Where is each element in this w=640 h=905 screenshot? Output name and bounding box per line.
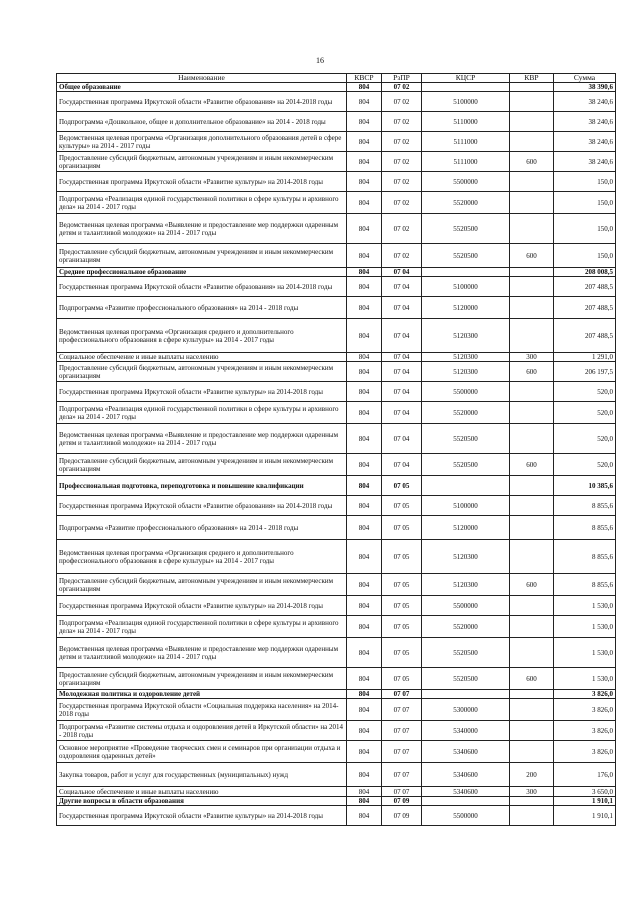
header-name: Наименование — [57, 74, 347, 83]
row-sum: 3 826,0 — [554, 741, 616, 763]
row-sum: 10 385,6 — [554, 476, 616, 496]
row-rzpr: 07 02 — [382, 244, 422, 268]
table-row — [57, 721, 616, 741]
row-kcsr: 5120300 — [422, 574, 510, 596]
row-sum: 8 855,6 — [554, 516, 616, 540]
row-rzpr: 07 04 — [382, 319, 422, 353]
row-sum: 207 488,5 — [554, 319, 616, 353]
row-kvr — [510, 382, 554, 402]
row-rzpr: 07 05 — [382, 668, 422, 690]
row-rzpr: 07 07 — [382, 763, 422, 787]
row-sum: 3 826,0 — [554, 699, 616, 721]
row-kvr — [510, 277, 554, 297]
row-kcsr: 5520000 — [422, 192, 510, 214]
row-rzpr: 07 07 — [382, 721, 422, 741]
row-sum: 1 291,0 — [554, 353, 616, 362]
table-row — [57, 112, 616, 132]
row-sum: 38 240,6 — [554, 152, 616, 172]
row-name: Предоставление субсидий бюджетным, автономным учреждениям и иным некоммерческим организациям — [57, 244, 347, 268]
row-name: Среднее профессиональное образование — [57, 268, 347, 277]
row-rzpr: 07 04 — [382, 362, 422, 382]
row-sum: 3 650,0 — [554, 787, 616, 797]
table-row — [57, 574, 616, 596]
row-name: Государственная программа Иркутской области «Развитие образования» на 2014-2018 годы — [57, 92, 347, 112]
row-sum: 520,0 — [554, 402, 616, 424]
row-name: Подпрограмма «Реализация единой государственной политики в сфере культуры и архивного дела» на 2014 - 2017 годы — [57, 192, 347, 214]
row-rzpr: 07 04 — [382, 402, 422, 424]
row-kvsr: 804 — [347, 638, 382, 668]
row-sum: 520,0 — [554, 424, 616, 454]
row-kvsr: 804 — [347, 476, 382, 496]
row-kvsr: 804 — [347, 741, 382, 763]
row-rzpr: 07 02 — [382, 192, 422, 214]
row-kvr — [510, 690, 554, 699]
row-sum: 1 910,1 — [554, 797, 616, 806]
row-kvsr: 804 — [347, 192, 382, 214]
row-kcsr — [422, 797, 510, 806]
header-kvr: КВР — [510, 74, 554, 83]
row-rzpr: 07 09 — [382, 806, 422, 826]
row-name: Государственная программа Иркутской области «Развитие образования» на 2014-2018 годы — [57, 277, 347, 297]
row-rzpr: 07 05 — [382, 476, 422, 496]
row-rzpr: 07 02 — [382, 83, 422, 92]
header-rzpr: РзПР — [382, 74, 422, 83]
row-name: Государственная программа Иркутской области «Развитие культуры» на 2014-2018 годы — [57, 596, 347, 616]
row-sum: 520,0 — [554, 382, 616, 402]
row-kvsr: 804 — [347, 402, 382, 424]
row-name: Подпрограмма «Развитие системы отдыха и оздоровления детей в Иркутской области» на 2014 - 2018 годы — [57, 721, 347, 741]
row-kvsr: 804 — [347, 268, 382, 277]
row-sum: 38 240,6 — [554, 112, 616, 132]
row-kcsr: 5100000 — [422, 92, 510, 112]
row-sum: 1 910,1 — [554, 806, 616, 826]
table-row — [57, 699, 616, 721]
row-sum: 8 855,6 — [554, 496, 616, 516]
row-kvr — [510, 616, 554, 638]
row-kvsr: 804 — [347, 616, 382, 638]
table-row — [57, 152, 616, 172]
row-kcsr: 5111000 — [422, 152, 510, 172]
row-kcsr: 5111000 — [422, 132, 510, 152]
row-sum: 150,0 — [554, 172, 616, 192]
row-kvsr: 804 — [347, 721, 382, 741]
row-kvsr: 804 — [347, 540, 382, 574]
row-kvsr: 804 — [347, 797, 382, 806]
row-rzpr: 07 04 — [382, 353, 422, 362]
row-kvr — [510, 172, 554, 192]
row-kcsr: 5340600 — [422, 741, 510, 763]
row-name: Ведомственная целевая программа «Выявление и предоставление мер поддержки одаренным детям и талантливой молодежи» на 2014 - 2017 годы — [57, 424, 347, 454]
table-row — [57, 763, 616, 787]
row-kcsr: 5500000 — [422, 806, 510, 826]
row-name: Предоставление субсидий бюджетным, автономным учреждениям и иным некоммерческим организациям — [57, 362, 347, 382]
row-kcsr: 5120000 — [422, 297, 510, 319]
table-row — [57, 806, 616, 826]
row-kcsr: 5120300 — [422, 362, 510, 382]
row-kvr: 600 — [510, 574, 554, 596]
row-rzpr: 07 02 — [382, 112, 422, 132]
row-rzpr: 07 05 — [382, 496, 422, 516]
row-kvsr: 804 — [347, 806, 382, 826]
row-kvr — [510, 297, 554, 319]
row-kvsr: 804 — [347, 382, 382, 402]
row-kvr — [510, 476, 554, 496]
row-kvr: 600 — [510, 668, 554, 690]
table-row — [57, 668, 616, 690]
table-row — [57, 402, 616, 424]
row-kvr — [510, 596, 554, 616]
row-rzpr: 07 04 — [382, 277, 422, 297]
row-kvsr: 804 — [347, 132, 382, 152]
table-row — [57, 132, 616, 152]
row-kvsr: 804 — [347, 787, 382, 797]
row-kvr — [510, 797, 554, 806]
row-name: Государственная программа Иркутской области «Развитие культуры» на 2014-2018 годы — [57, 382, 347, 402]
row-kvsr: 804 — [347, 92, 382, 112]
row-kcsr: 5520500 — [422, 454, 510, 476]
row-kcsr: 5520000 — [422, 402, 510, 424]
table-row — [57, 319, 616, 353]
row-kcsr: 5100000 — [422, 496, 510, 516]
row-name: Социальное обеспечение и иные выплаты населению — [57, 353, 347, 362]
row-sum: 38 240,6 — [554, 92, 616, 112]
table-row — [57, 741, 616, 763]
row-kvr: 300 — [510, 353, 554, 362]
table-row — [57, 454, 616, 476]
row-kcsr: 5120300 — [422, 353, 510, 362]
row-kvsr: 804 — [347, 763, 382, 787]
row-sum: 150,0 — [554, 192, 616, 214]
row-rzpr: 07 05 — [382, 540, 422, 574]
table-row — [57, 516, 616, 540]
row-sum: 207 488,5 — [554, 277, 616, 297]
row-sum: 1 530,0 — [554, 616, 616, 638]
row-name: Основное мероприятие «Проведение творческих смен и семинаров при организации отдыха и оздоровления одаренных детей» — [57, 741, 347, 763]
row-sum: 1 530,0 — [554, 638, 616, 668]
table-header-row — [57, 74, 616, 83]
row-name: Подпрограмма «Дошкольное, общее и дополнительное образование» на 2014 - 2018 годы — [57, 112, 347, 132]
row-rzpr: 07 04 — [382, 454, 422, 476]
row-name: Профессиональная подготовка, переподготовка и повышение квалификации — [57, 476, 347, 496]
row-kvr: 600 — [510, 152, 554, 172]
row-kvsr: 804 — [347, 516, 382, 540]
row-name: Предоставление субсидий бюджетным, автономным учреждениям и иным некоммерческим организациям — [57, 152, 347, 172]
row-kvr — [510, 496, 554, 516]
section-row — [57, 83, 616, 92]
row-name: Предоставление субсидий бюджетным, автономным учреждениям и иным некоммерческим организациям — [57, 668, 347, 690]
row-kcsr: 5340600 — [422, 787, 510, 797]
row-kvr — [510, 721, 554, 741]
row-kvsr: 804 — [347, 496, 382, 516]
table-row — [57, 596, 616, 616]
row-kcsr: 5340000 — [422, 721, 510, 741]
row-kvsr: 804 — [347, 454, 382, 476]
row-kvr — [510, 268, 554, 277]
row-name: Подпрограмма «Реализация единой государственной политики в сфере культуры и архивного дела» на 2014 - 2017 годы — [57, 616, 347, 638]
row-kcsr: 5120300 — [422, 540, 510, 574]
row-kcsr: 5340600 — [422, 763, 510, 787]
row-rzpr: 07 04 — [382, 297, 422, 319]
table-row — [57, 277, 616, 297]
row-sum: 520,0 — [554, 454, 616, 476]
row-rzpr: 07 09 — [382, 797, 422, 806]
row-kvr: 300 — [510, 787, 554, 797]
table-row — [57, 382, 616, 402]
table-row — [57, 192, 616, 214]
row-kcsr: 5500000 — [422, 596, 510, 616]
row-kvsr: 804 — [347, 690, 382, 699]
row-kvr — [510, 516, 554, 540]
row-kvsr: 804 — [347, 699, 382, 721]
row-sum: 176,0 — [554, 763, 616, 787]
row-name: Ведомственная целевая программа «Организация среднего и дополнительного профессионального образования в сфере культуры» на 2014 - 2017 годы — [57, 540, 347, 574]
row-kvr — [510, 806, 554, 826]
row-rzpr: 07 04 — [382, 268, 422, 277]
row-name: Ведомственная целевая программа «Выявление и предоставление мер поддержки одаренным детям и талантливой молодежи» на 2014 - 2017 годы — [57, 214, 347, 244]
table-row — [57, 172, 616, 192]
row-rzpr: 07 07 — [382, 787, 422, 797]
row-sum: 208 008,5 — [554, 268, 616, 277]
section-row — [57, 690, 616, 699]
table-row — [57, 540, 616, 574]
row-name: Подпрограмма «Развитие профессионального образования» на 2014 - 2018 годы — [57, 297, 347, 319]
row-kvr — [510, 83, 554, 92]
row-rzpr: 07 02 — [382, 92, 422, 112]
row-kvr: 200 — [510, 763, 554, 787]
row-kvsr: 804 — [347, 319, 382, 353]
row-name: Предоставление субсидий бюджетным, автономным учреждениям и иным некоммерческим организациям — [57, 574, 347, 596]
row-kvr — [510, 540, 554, 574]
row-sum: 3 826,0 — [554, 721, 616, 741]
row-kvsr: 804 — [347, 596, 382, 616]
row-kvr: 600 — [510, 244, 554, 268]
row-kvsr: 804 — [347, 83, 382, 92]
row-kcsr: 5500000 — [422, 172, 510, 192]
header-kcsr: КЦСР — [422, 74, 510, 83]
row-name: Ведомственная целевая программа «Организация дополнительного образования детей в сфере культуры» на 2014 - 2017 годы — [57, 132, 347, 152]
row-name: Социальное обеспечение и иные выплаты населению — [57, 787, 347, 797]
row-kvr — [510, 741, 554, 763]
row-kvr — [510, 132, 554, 152]
row-kcsr: 5520000 — [422, 616, 510, 638]
header-sum: Сумма — [554, 74, 616, 83]
row-kvsr: 804 — [347, 297, 382, 319]
row-name: Молодежная политика и оздоровление детей — [57, 690, 347, 699]
row-name: Ведомственная целевая программа «Организация среднего и дополнительного профессионального образования в сфере культуры» на 2014 - 2017 годы — [57, 319, 347, 353]
row-rzpr: 07 04 — [382, 382, 422, 402]
table-row — [57, 214, 616, 244]
row-kvsr: 804 — [347, 362, 382, 382]
table-body — [57, 83, 616, 826]
row-sum: 206 197,5 — [554, 362, 616, 382]
row-name: Подпрограмма «Реализация единой государственной политики в сфере культуры и архивного дела» на 2014 - 2017 годы — [57, 402, 347, 424]
row-kvsr: 804 — [347, 277, 382, 297]
table-row — [57, 353, 616, 362]
row-kcsr — [422, 268, 510, 277]
section-row — [57, 268, 616, 277]
row-kcsr: 5300000 — [422, 699, 510, 721]
table-row — [57, 638, 616, 668]
table-row — [57, 244, 616, 268]
row-name: Государственная программа Иркутской области «Развитие культуры» на 2014-2018 годы — [57, 806, 347, 826]
row-kvr — [510, 92, 554, 112]
row-kvr — [510, 192, 554, 214]
row-kvr — [510, 112, 554, 132]
page-number: 16 — [316, 56, 324, 65]
table-row — [57, 787, 616, 797]
row-rzpr: 07 05 — [382, 638, 422, 668]
row-sum: 1 530,0 — [554, 668, 616, 690]
row-kcsr — [422, 476, 510, 496]
row-sum: 150,0 — [554, 214, 616, 244]
row-kcsr: 5120300 — [422, 319, 510, 353]
row-kcsr — [422, 83, 510, 92]
row-name: Другие вопросы в области образования — [57, 797, 347, 806]
row-kvr — [510, 699, 554, 721]
header-kvsr: КВСР — [347, 74, 382, 83]
row-rzpr: 07 05 — [382, 616, 422, 638]
row-kcsr: 5520500 — [422, 668, 510, 690]
budget-table — [56, 73, 616, 826]
table-row — [57, 496, 616, 516]
table-row — [57, 297, 616, 319]
section-row — [57, 476, 616, 496]
row-sum: 8 855,6 — [554, 540, 616, 574]
row-sum: 1 530,0 — [554, 596, 616, 616]
row-kvr — [510, 214, 554, 244]
row-kvr: 600 — [510, 362, 554, 382]
row-kcsr: 5520500 — [422, 214, 510, 244]
row-rzpr: 07 02 — [382, 172, 422, 192]
row-kcsr: 5520500 — [422, 424, 510, 454]
row-kvr — [510, 638, 554, 668]
row-sum: 150,0 — [554, 244, 616, 268]
table-row — [57, 424, 616, 454]
row-name: Государственная программа Иркутской области «Социальная поддержка населения» на 2014-2018 годы — [57, 699, 347, 721]
row-kvsr: 804 — [347, 244, 382, 268]
row-kvsr: 804 — [347, 353, 382, 362]
row-rzpr: 07 02 — [382, 214, 422, 244]
row-kvsr: 804 — [347, 112, 382, 132]
table-row — [57, 616, 616, 638]
row-kvsr: 804 — [347, 152, 382, 172]
row-kcsr: 5500000 — [422, 382, 510, 402]
row-name: Общее образование — [57, 83, 347, 92]
row-kvr: 600 — [510, 454, 554, 476]
row-name: Подпрограмма «Развитие профессионального образования» на 2014 - 2018 годы — [57, 516, 347, 540]
row-kcsr — [422, 690, 510, 699]
row-kvsr: 804 — [347, 574, 382, 596]
row-kvr — [510, 402, 554, 424]
row-kvsr: 804 — [347, 668, 382, 690]
section-row — [57, 797, 616, 806]
row-kcsr: 5520500 — [422, 244, 510, 268]
row-name: Закупка товаров, работ и услуг для государственных (муниципальных) нужд — [57, 763, 347, 787]
row-kvr — [510, 424, 554, 454]
row-name: Государственная программа Иркутской области «Развитие образования» на 2014-2018 годы — [57, 496, 347, 516]
row-rzpr: 07 04 — [382, 424, 422, 454]
row-kcsr: 5110000 — [422, 112, 510, 132]
row-kvr — [510, 319, 554, 353]
row-name: Государственная программа Иркутской области «Развитие культуры» на 2014-2018 годы — [57, 172, 347, 192]
row-kvsr: 804 — [347, 214, 382, 244]
row-sum: 38 240,6 — [554, 132, 616, 152]
row-sum: 207 488,5 — [554, 297, 616, 319]
row-sum: 38 390,6 — [554, 83, 616, 92]
row-kvsr: 804 — [347, 424, 382, 454]
row-sum: 8 855,6 — [554, 574, 616, 596]
row-rzpr: 07 05 — [382, 516, 422, 540]
table-row — [57, 92, 616, 112]
row-rzpr: 07 05 — [382, 574, 422, 596]
row-rzpr: 07 07 — [382, 741, 422, 763]
row-kcsr: 5120000 — [422, 516, 510, 540]
table-row — [57, 362, 616, 382]
row-rzpr: 07 07 — [382, 690, 422, 699]
row-kcsr: 5520500 — [422, 638, 510, 668]
row-sum: 3 826,0 — [554, 690, 616, 699]
row-kcsr: 5100000 — [422, 277, 510, 297]
row-rzpr: 07 02 — [382, 152, 422, 172]
row-rzpr: 07 07 — [382, 699, 422, 721]
row-rzpr: 07 05 — [382, 596, 422, 616]
row-name: Предоставление субсидий бюджетным, автономным учреждениям и иным некоммерческим организациям — [57, 454, 347, 476]
row-name: Ведомственная целевая программа «Выявление и предоставление мер поддержки одаренным детям и талантливой молодежи» на 2014 - 2017 годы — [57, 638, 347, 668]
row-kvsr: 804 — [347, 172, 382, 192]
row-rzpr: 07 02 — [382, 132, 422, 152]
